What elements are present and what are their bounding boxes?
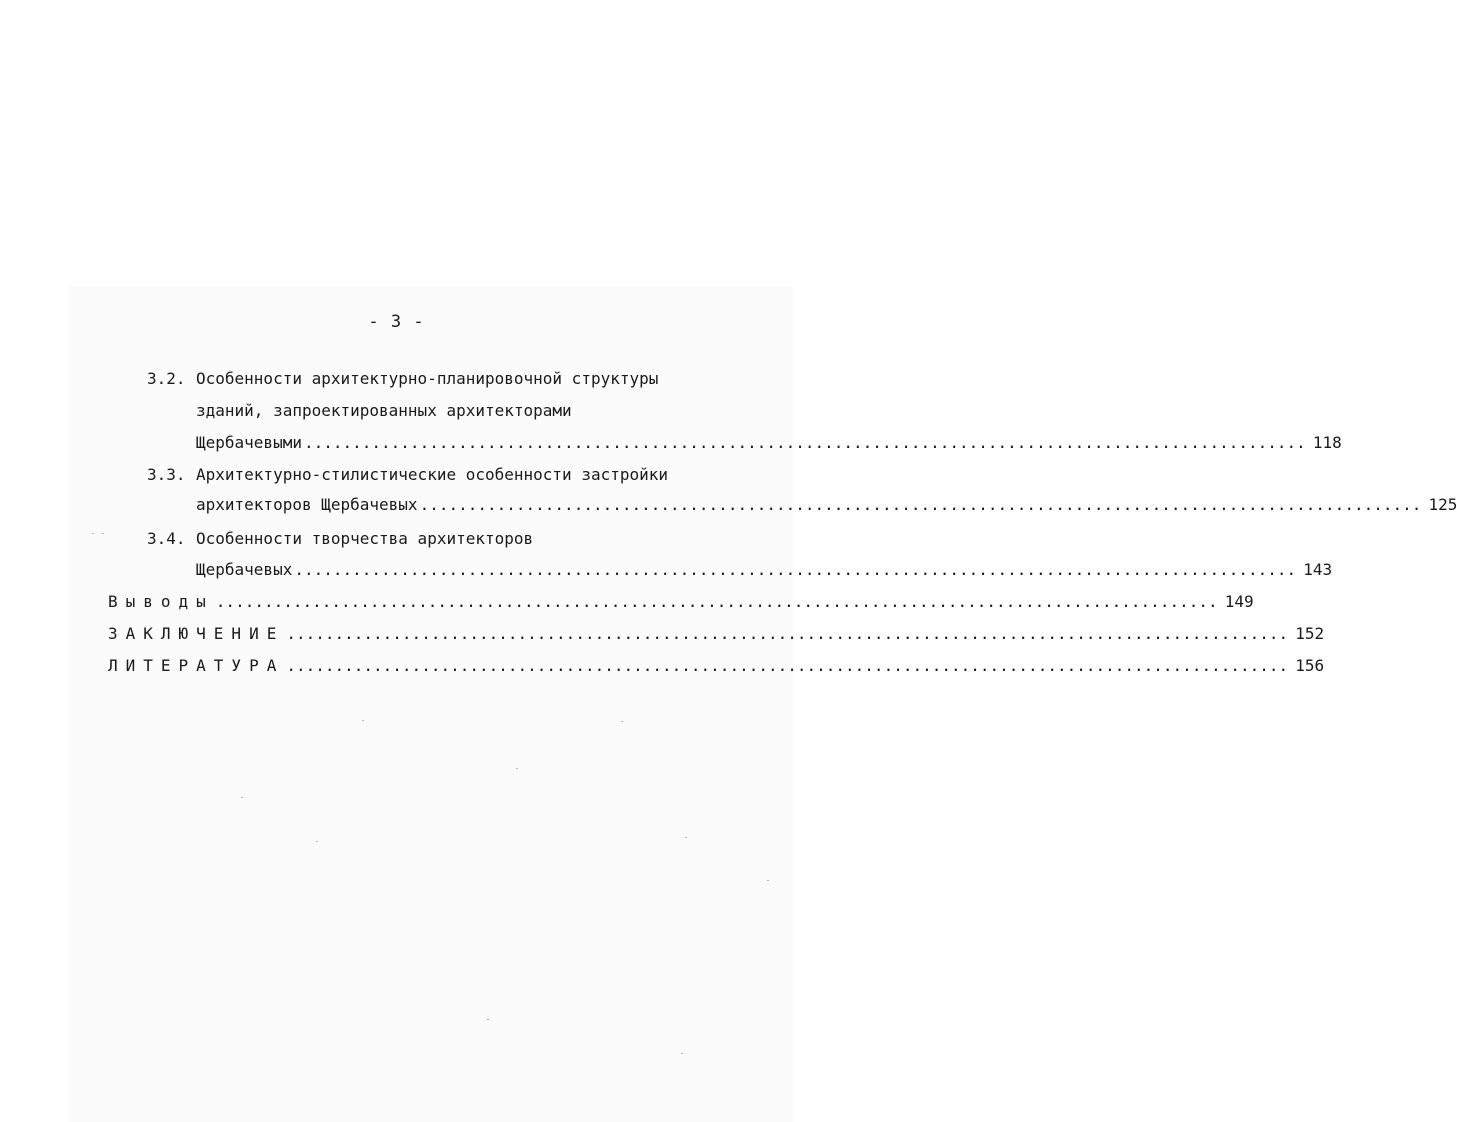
conclusions-title: Выводы — [108, 592, 214, 611]
toc-entry-3-2-line2: зданий, запроектированных архитекторами — [196, 401, 572, 420]
final-title: ЗАКЛЮЧЕНИЕ — [108, 624, 285, 643]
dot-leader: ........................................................................................................ — [286, 624, 1289, 643]
dot-leader: ........................................................................................................ — [286, 656, 1289, 675]
section-number: 3.2. — [147, 369, 186, 388]
section-title-end: Щербачевыми — [196, 433, 302, 452]
section-title-end: архитекторов Щербачевых — [196, 495, 418, 514]
scan-speck — [362, 720, 364, 721]
page-ref: 149 — [1224, 592, 1254, 611]
scan-speck — [241, 797, 243, 798]
dot-leader: ........................................................................................................ — [215, 592, 1218, 611]
page-ref: 125 — [1428, 495, 1457, 514]
toc-entry-conclusions — [108, 592, 1254, 612]
dot-leader: ........................................................................................................ — [294, 560, 1297, 579]
scan-speck — [516, 768, 518, 769]
page-ref: 152 — [1295, 624, 1325, 643]
page-ref: 118 — [1312, 433, 1342, 452]
scan-speck — [681, 1053, 683, 1054]
toc-entry-3-3-line2 — [196, 495, 1457, 515]
page-ref: 143 — [1303, 560, 1333, 579]
literature-title: ЛИТЕРАТУРА — [108, 656, 285, 675]
scan-speck — [685, 837, 687, 838]
scan-speck — [92, 533, 94, 534]
toc-entry-3-2-line3 — [196, 433, 1342, 453]
section-number: 3.4. — [147, 529, 186, 548]
toc-entry-final — [108, 624, 1325, 644]
section-title: Особенности творчества архитекторов — [196, 529, 534, 548]
dot-leader: ........................................................................................................ — [419, 495, 1422, 514]
scan-speck — [102, 533, 104, 534]
section-title: Архитектурно-стилистические особенности застройки — [196, 465, 669, 484]
toc-entry-literature — [108, 656, 1325, 676]
toc-entry-3-4-line2 — [196, 560, 1333, 580]
section-number: 3.3. — [147, 465, 186, 484]
page-ref: 156 — [1295, 656, 1325, 675]
scan-speck — [487, 1019, 489, 1020]
dot-leader: ........................................................................................................ — [303, 433, 1306, 452]
scan-speck — [767, 880, 769, 881]
section-title: Особенности архитектурно-планировочной структуры — [196, 369, 659, 388]
page-number: - 3 - — [368, 312, 425, 332]
scan-speck — [621, 721, 623, 722]
section-title-end: Щербачевых — [196, 560, 293, 579]
scan-speck — [316, 841, 318, 842]
